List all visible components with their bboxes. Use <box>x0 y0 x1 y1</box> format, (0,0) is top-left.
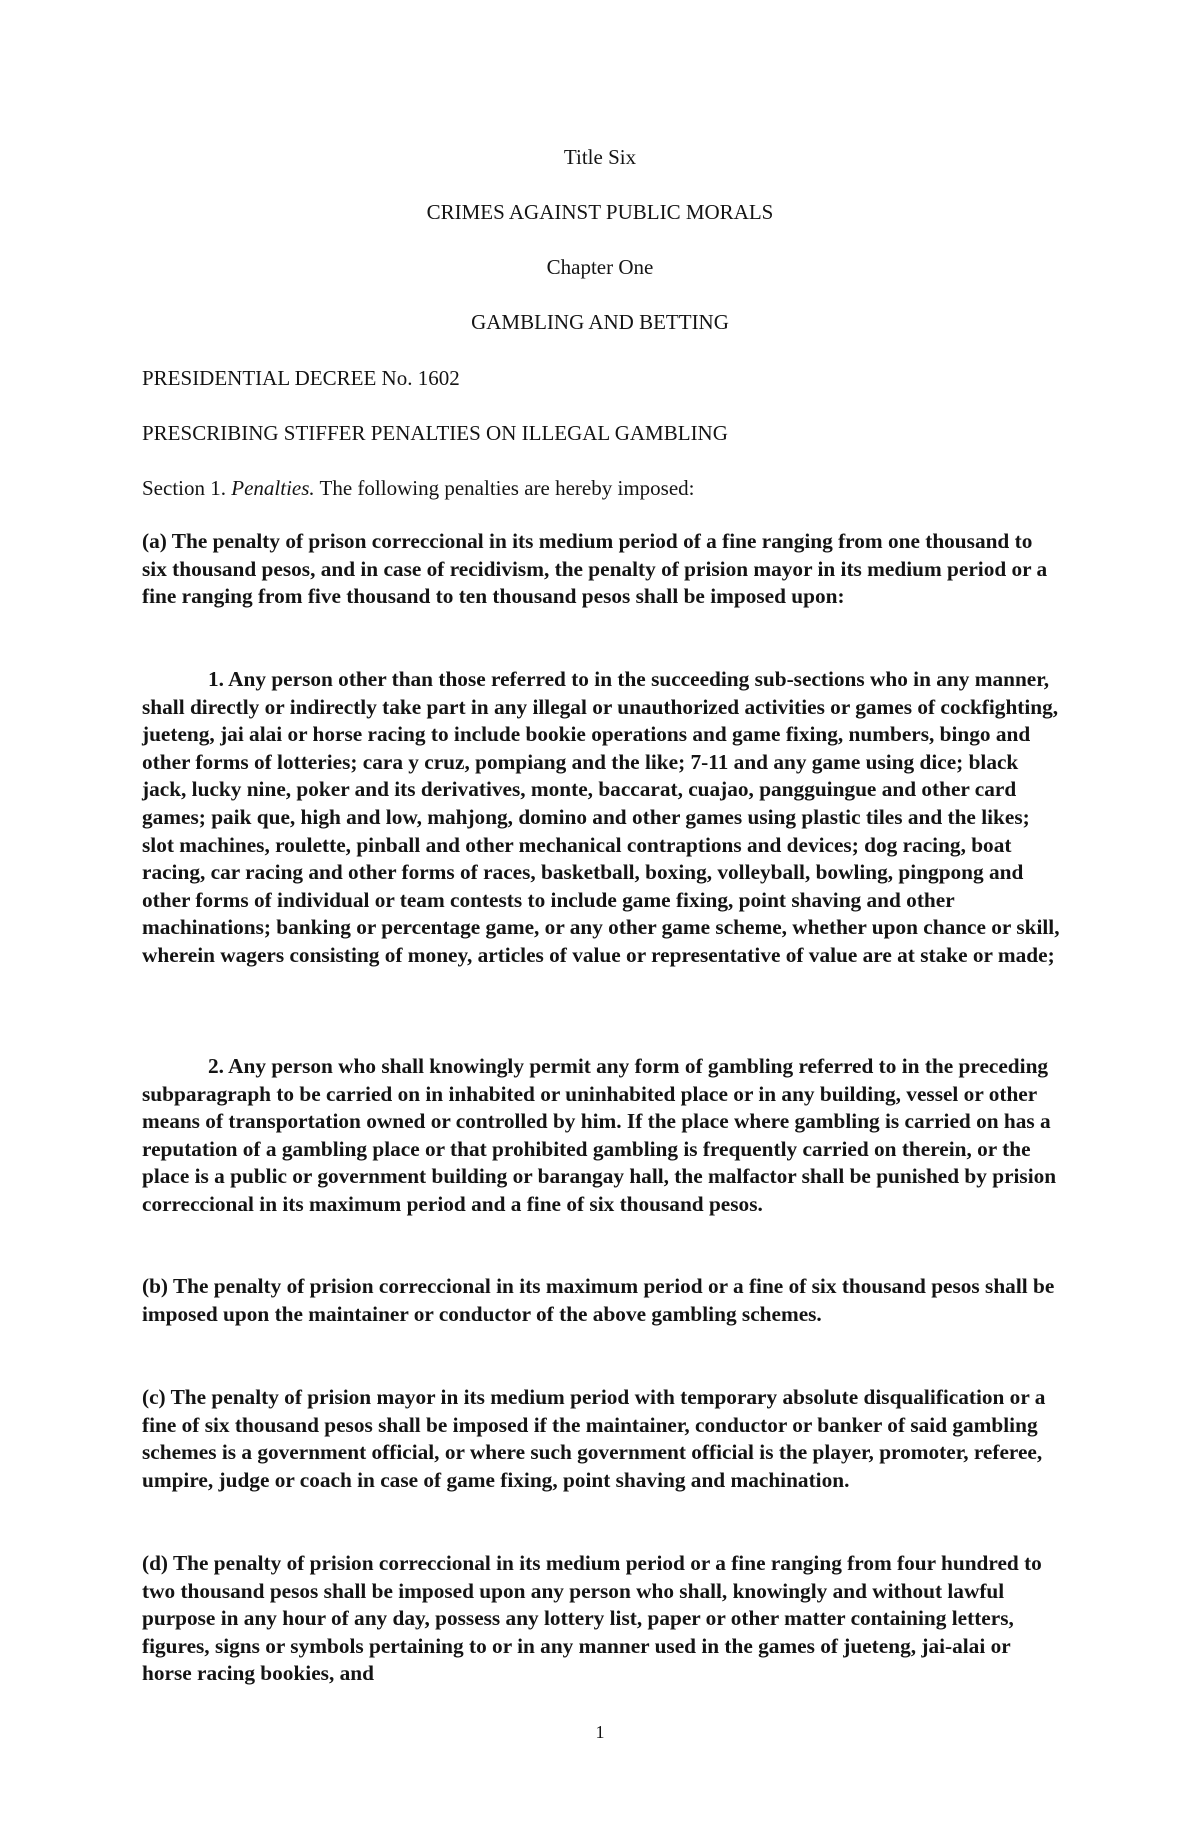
title-heading: Title Six <box>563 145 637 169</box>
subtitle-heading: CRIMES AGAINST PUBLIC MORALS <box>426 200 774 224</box>
paragraph-c: (c) The penalty of prision mayor in its medium period with temporary absolute disqualification or a fine of six thousand pesos shall be imposed if the maintainer, conductor or banker of said gambling schemes is a government official, or where such government official is the player, promoter, referee, umpire, judge or coach in case of game fixing, point shaving and machination. <box>142 1385 1046 1492</box>
paragraph-a-2: 2. Any person who shall knowingly permit any form of gambling referred to in the preceding subparagraph to be carried on in inhabited or uninhabited place or in any building, vessel or other means of transportation owned or controlled by him. If the place where gambling is carried on has a reputation of a gambling place or that prohibited gambling is frequently carried on therein, or the place is a public or government building or barangay hall, the malfactor shall be punished by prision correccional in its maximum period and a fine of six thousand pesos. <box>142 1054 1057 1216</box>
decree-title: PRESCRIBING STIFFER PENALTIES ON ILLEGAL GAMBLING <box>142 421 728 445</box>
section-line <box>142 474 695 502</box>
page-number: 1 <box>595 1722 605 1742</box>
section-heading: Penalties. <box>231 476 315 500</box>
chapter-heading: Chapter One <box>546 255 654 279</box>
paragraph-a-1: 1. Any person other than those referred to in the succeeding sub-sections who in any manner, shall directly or indirectly take part in any illegal or unauthorized activities or games of cockfighting, jueteng, jai alai or horse racing to include bookie operations and game fixing, numbers, bingo and other forms of lotteries; cara y cruz, pompiang and the like; 7-11 and any game using dice; black jack, lucky nine, poker and its derivatives, monte, baccarat, cuajao, pangguingue and other card games; paik que, high and low, mahjong, domino and other games using plastic tiles and the likes; slot machines, roulette, pinball and other mechanical contraptions and devices; dog racing, boat racing, car racing and other forms of races, basketball, boxing, volleyball, bowling, pingpong and other forms of individual or team contests to include game fixing, point shaving and other machinations; banking or percentage game, or any other game scheme, whether upon chance or skill, wherein wagers consisting of money, articles of value or representative of value are at stake or made; <box>142 667 1060 967</box>
paragraph-b: (b) The penalty of prision correccional in its maximum period or a fine of six thousand pesos shall be imposed upon the maintainer or conductor of the above gambling schemes. <box>142 1274 1055 1326</box>
paragraph-d: (d) The penalty of prision correccional in its medium period or a fine ranging from four hundred to two thousand pesos shall be imposed upon any person who shall, knowingly and without lawful purpose in any hour of any day, possess any lottery list, paper or other matter containing letters, figures, signs or symbols pertaining to or in any manner used in the games of jueteng, jai-alai or horse racing bookies, and <box>142 1551 1042 1686</box>
section-label: Section 1. <box>142 476 226 500</box>
section-intro: The following penalties are hereby imposed: <box>319 476 695 500</box>
paragraph-a: (a) The penalty of prison correccional in its medium period of a fine ranging from one thousand to six thousand pesos, and in case of recidivism, the penalty of prision mayor in its medium period or a fine ranging from five thousand to ten thousand pesos shall be imposed upon: <box>142 529 1048 609</box>
decree-number: PRESIDENTIAL DECREE No. 1602 <box>142 366 460 390</box>
chapter-title-heading: GAMBLING AND BETTING <box>471 310 729 334</box>
